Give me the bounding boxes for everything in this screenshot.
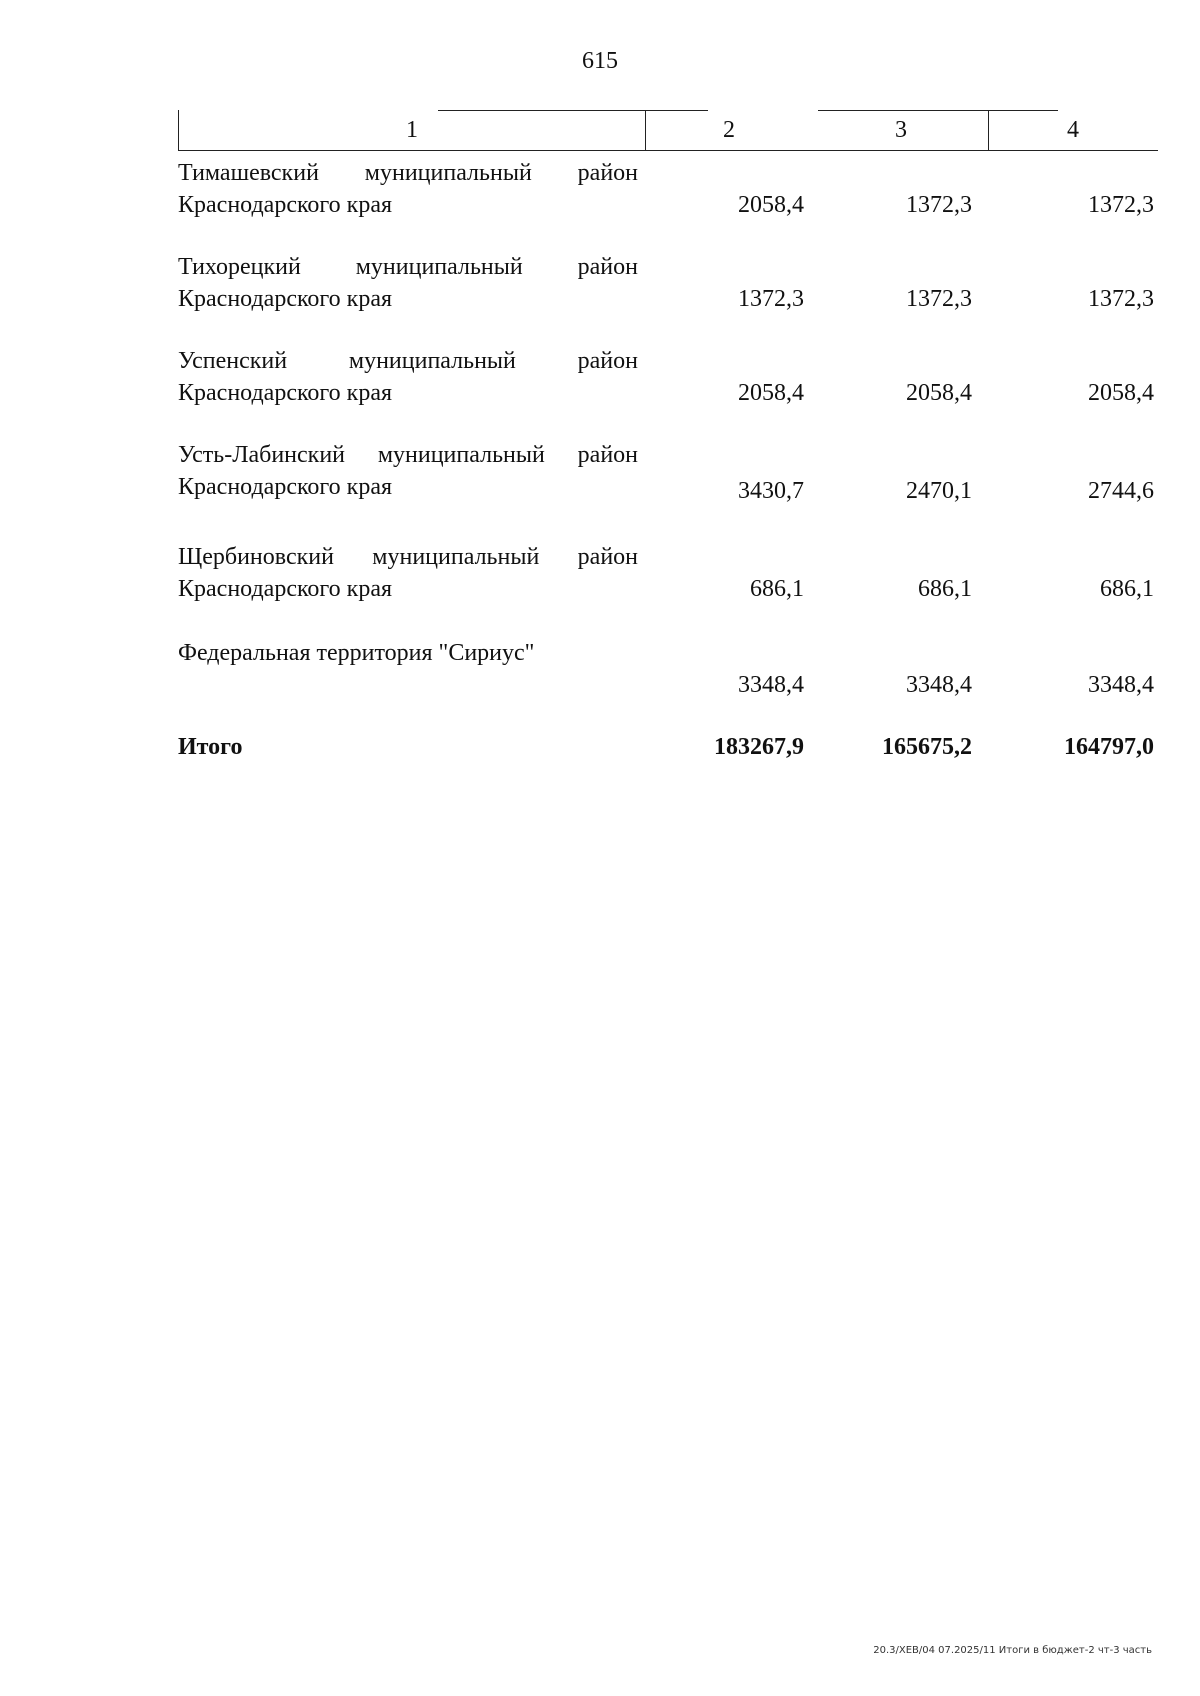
table-row <box>178 437 1158 541</box>
page-number: 615 <box>582 48 618 74</box>
row-value-col-3: 2058,4 <box>906 380 972 406</box>
table-row <box>178 341 1158 437</box>
row-value-col-3: 686,1 <box>918 576 972 602</box>
row-name: Тихорецкий муниципальный район Краснодарского края <box>178 254 638 312</box>
row-name: Тимашевский муниципальный район Краснодарского края <box>178 160 638 218</box>
table-total-row <box>178 727 1158 767</box>
row-value-col-2: 686,1 <box>750 576 804 602</box>
header-col-4: 4 <box>1067 117 1079 143</box>
row-value-col-3: 3348,4 <box>906 672 972 698</box>
row-value-col-4: 1372,3 <box>1088 286 1154 312</box>
budget-table <box>178 110 1158 767</box>
row-value-col-3: 1372,3 <box>906 286 972 312</box>
row-value-col-4: 686,1 <box>1100 576 1154 602</box>
total-value-col-3: 165675,2 <box>882 734 972 760</box>
total-value-col-2: 183267,9 <box>714 734 804 760</box>
total-value-col-4: 164797,0 <box>1064 734 1154 760</box>
row-value-col-4: 3348,4 <box>1088 672 1154 698</box>
row-value-col-2: 3348,4 <box>738 672 804 698</box>
row-value-col-2: 2058,4 <box>738 380 804 406</box>
row-value-col-2: 2058,4 <box>738 192 804 218</box>
row-value-col-4: 1372,3 <box>1088 192 1154 218</box>
row-name: Усть-Лабинский муниципальный район Краснодарского края <box>178 442 638 500</box>
table-row <box>178 151 1158 245</box>
footer-document-code: 20.3/ХЕВ/04 07.2025/11 Итоги в бюджет-2 чт-3 часть <box>873 1645 1152 1656</box>
table-row <box>178 637 1158 727</box>
table-row <box>178 541 1158 637</box>
row-name: Федеральная территория "Сириус" <box>178 640 535 666</box>
table-header-row <box>178 110 1158 151</box>
row-value-col-2: 1372,3 <box>738 286 804 312</box>
row-value-col-2: 3430,7 <box>738 478 804 504</box>
total-label: Итого <box>178 734 243 760</box>
row-value-col-3: 2470,1 <box>906 478 972 504</box>
header-col-2: 2 <box>723 117 735 143</box>
row-value-col-4: 2058,4 <box>1088 380 1154 406</box>
row-value-col-4: 2744,6 <box>1088 478 1154 504</box>
row-name: Успенский муниципальный район Краснодарского края <box>178 348 638 406</box>
row-name: Щербиновский муниципальный район Краснодарского края <box>178 544 638 602</box>
table-row <box>178 245 1158 341</box>
row-value-col-3: 1372,3 <box>906 192 972 218</box>
header-col-1: 1 <box>178 110 646 150</box>
header-col-3: 3 <box>814 110 989 150</box>
